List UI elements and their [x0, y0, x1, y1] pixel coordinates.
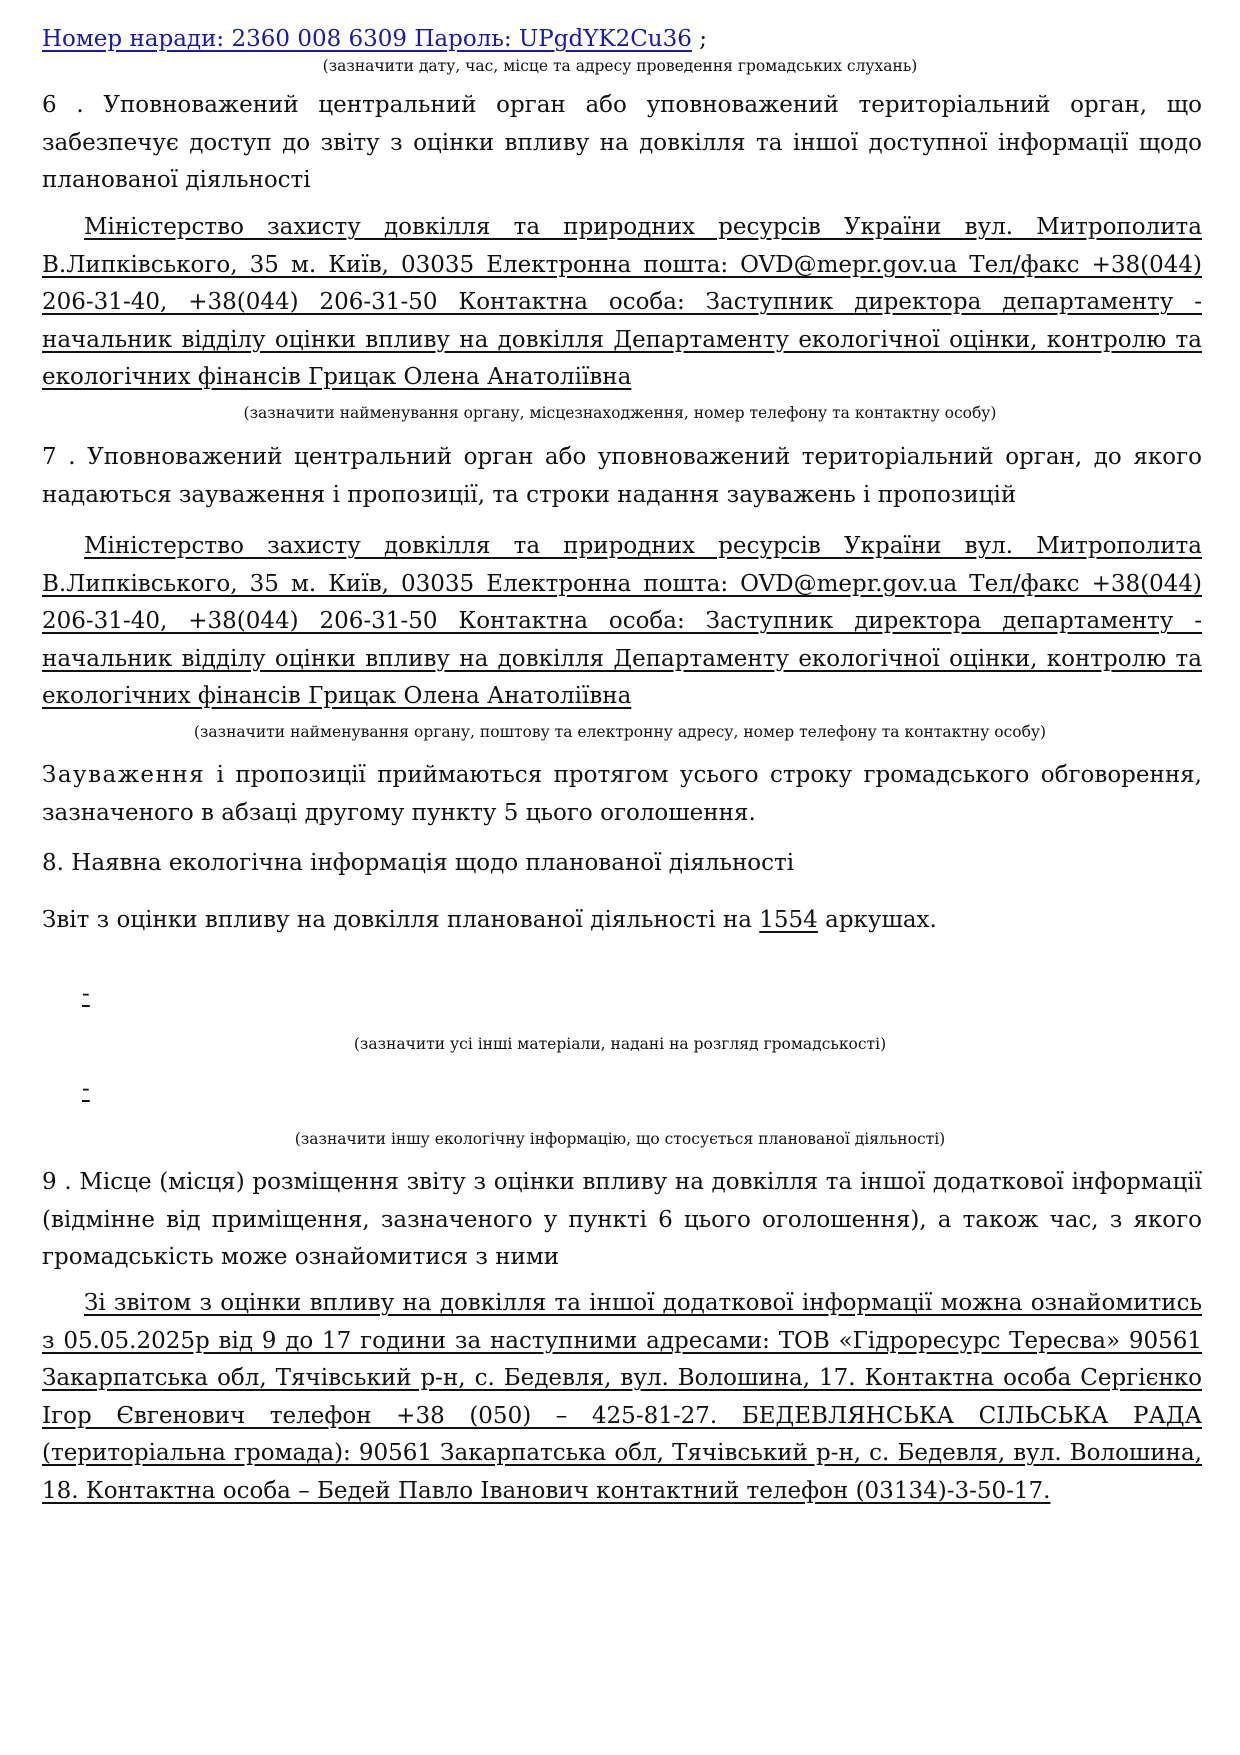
section9-body: Зі звітом з оцінки впливу на довкілля та іншої додаткової інформації можна ознайомитись з 05.05.2025р від 9 до 17 години за наступними адресами: ТОВ «Гідроресурс Тересва» 90561 Закарпатська обл, Тячівський р-н, с. Бедевля, вул. Волошина, 17. Контактна особа Сергієнко Ігор Євгенович телефон +38 (050) – 425-81-27. БЕДЕВЛЯНСЬКА СІЛЬСЬКА РАДА (територіальна громада): 90561 Закарпатська обл, Тячівський р-н, с. Бедевля, вул. Волошина, 18. Контактна особа – Бедей Павло Іванович контактний телефон (03134)-3-50-17. — [42, 1290, 1202, 1504]
other-info-value: - — [82, 1076, 90, 1102]
meeting-note: (зазначити дату, час, місце та адресу проведення громадських слухань) — [322, 57, 918, 75]
section7-note: (зазначити найменування органу, поштову та електронну адресу, номер телефону та контактну особу) — [193, 723, 1047, 741]
meeting-link[interactable]: Номер наради: 2360 008 6309 Пароль: UPgdYK2Cu36 — [42, 26, 692, 52]
other-info-note: (зазначити іншу екологічну інформацію, що стосується планованої діяльності) — [294, 1130, 946, 1148]
meeting-suffix: ; — [691, 26, 707, 52]
section6-body: Міністерство захисту довкілля та природних ресурсів України вул. Митрополита В.Липківського, 35 м. Київ, 03035 Електронна пошта: OVD@mepr.gov.ua Тел/факс +38(044) 206-31-40, +38(044) 206-31-50 Контактна особа: Заступник директора департаменту - начальник відділу оцінки впливу на довкілля Департаменту екологічної оцінки, контролю та екологічних фінансів Грицак Олена Анатоліївна — [42, 214, 1202, 390]
section6-heading: 6 . Уповноважений центральний орган або уповноважений територіальний орган, що забезпечує доступ до звіту з оцінки впливу на довкілля та іншої доступної інформації щодо планованої діяльності — [42, 92, 1202, 193]
other-materials-note: (зазначити усі інші матеріали, надані на розгляд громадськості) — [353, 1035, 887, 1053]
report-line — [42, 902, 1202, 940]
remarks-paragraph — [42, 757, 1202, 832]
remarks-word: Зауваження — [42, 762, 206, 788]
section7-heading: 7 . Уповноважений центральний орган або уповноважений територіальний орган, до якого надаються зауваження і пропозиції, та строки надання зауважень і пропозицій — [42, 444, 1202, 508]
report-prefix: Звіт з оцінки впливу на довкілля планованої діяльності на — [42, 907, 760, 933]
section8-heading: 8. Наявна екологічна інформація щодо планованої діяльності — [42, 850, 795, 876]
section9-heading: 9 . Місце (місця) розміщення звіту з оцінки впливу на довкілля та іншої додаткової інформації (відмінне від приміщення, зазначеного у пункті 6 цього оголошення), а також час, з якого громадськість може ознайомитися з ними — [42, 1169, 1202, 1270]
section7-body: Міністерство захисту довкілля та природних ресурсів України вул. Митрополита В.Липківського, 35 м. Київ, 03035 Електронна пошта: OVD@mepr.gov.ua Тел/факс +38(044) 206-31-40, +38(044) 206-31-50 Контактна особа: Заступник директора департаменту - начальник відділу оцінки впливу на довкілля Департаменту екологічної оцінки, контролю та екологічних фінансів Грицак Олена Анатоліївна — [42, 533, 1202, 709]
remarks-text: і пропозиції приймаються протягом усього строку громадського обговорення, зазначеного в абзаці другому пункту 5 цього оголошення. — [42, 762, 1202, 826]
other-materials-value: - — [82, 981, 90, 1007]
report-pages: 1554 — [759, 907, 818, 933]
meeting-line — [42, 21, 1202, 59]
section6-note: (зазначити найменування органу, місцезнаходження, номер телефону та контактну особу) — [243, 404, 997, 422]
report-suffix: аркушах. — [817, 907, 937, 933]
